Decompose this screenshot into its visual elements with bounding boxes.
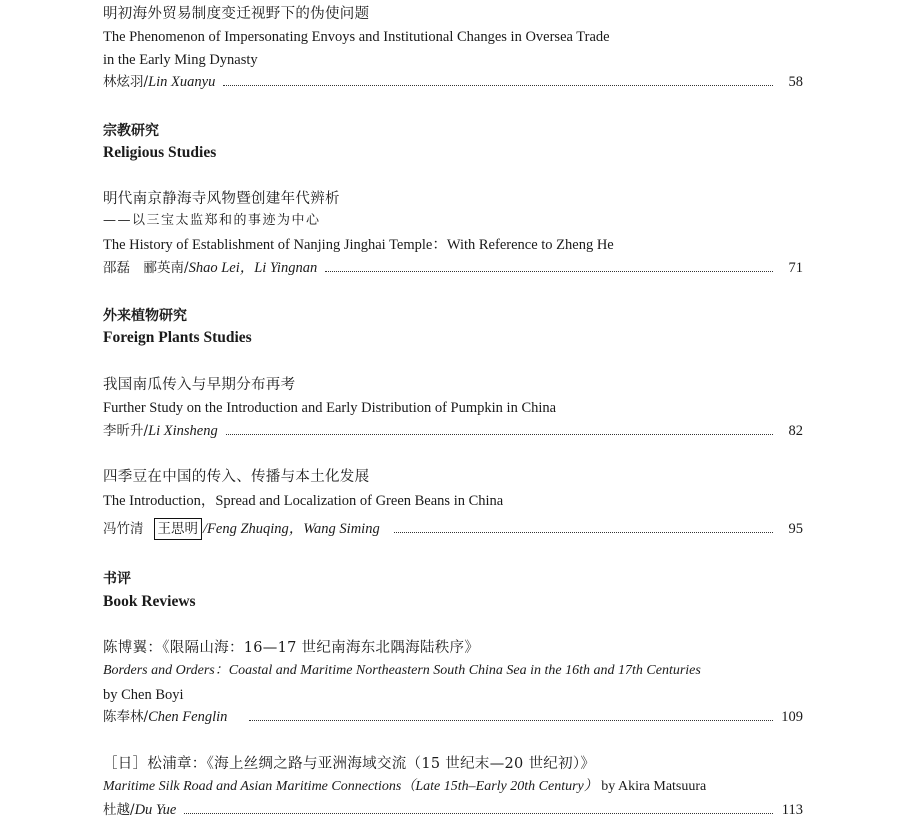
page-number: 109 bbox=[781, 709, 803, 725]
author-row bbox=[103, 800, 803, 820]
dot-leader bbox=[249, 720, 773, 721]
entry-title-en: The History of Establishment of Nanjing Jinghai Temple：With Reference to Zheng He bbox=[103, 237, 614, 253]
author-cn: 杜越/ bbox=[103, 802, 135, 818]
author-row bbox=[103, 518, 803, 540]
page-number: 71 bbox=[788, 260, 803, 276]
entry-title-en-cont: in the Early Ming Dynasty bbox=[103, 52, 258, 68]
page-number: 82 bbox=[788, 423, 803, 439]
section-heading-en: Foreign Plants Studies bbox=[103, 329, 252, 346]
author-cn: 冯竹清 bbox=[103, 521, 144, 537]
dot-leader bbox=[184, 813, 773, 814]
page-number: 58 bbox=[788, 74, 803, 90]
author-cn: 林炫羽/ bbox=[103, 74, 149, 90]
entry-title-en-italic: Maritime Silk Road and Asian Maritime Connections（Late 15th–Early 20th Century） bbox=[103, 779, 598, 794]
section-heading-cn: 外来植物研究 bbox=[103, 308, 187, 324]
entry-title-cn: 陈博翼：《限隔山海：16—17 世纪南海东北隅海陆秩序》 bbox=[103, 640, 480, 656]
author-en: Li Xinsheng bbox=[148, 423, 218, 439]
entry-title-en-byline: by Akira Matsuura bbox=[597, 779, 707, 794]
author-en: Chen Fenglin bbox=[148, 709, 228, 725]
author-cn: 李昕升/ bbox=[103, 423, 149, 439]
entry-title-cn: 四季豆在中国的传入、传播与本土化发展 bbox=[103, 469, 370, 485]
author-cn-boxed: 王思明 bbox=[154, 518, 203, 540]
author-row bbox=[103, 421, 803, 441]
author-en: Shao Lei，Li Yingnan bbox=[188, 260, 318, 276]
entry-title-en: The Phenomenon of Impersonating Envoys and Institutional Changes in Oversea Trade bbox=[103, 29, 610, 45]
entry-title-cn: 明初海外贸易制度变迁视野下的伪使问题 bbox=[103, 6, 370, 22]
section-heading-en: Religious Studies bbox=[103, 144, 217, 161]
dot-leader bbox=[394, 532, 773, 533]
author-row bbox=[103, 707, 803, 727]
author-cn: 邵磊 郦英南/ bbox=[103, 260, 189, 276]
author-row bbox=[103, 258, 803, 278]
entry-title-en: Further Study on the Introduction and Early Distribution of Pumpkin in China bbox=[103, 400, 557, 416]
author-row bbox=[103, 72, 803, 92]
entry-title-en: The Introduction，Spread and Localization of Green Beans in China bbox=[103, 493, 504, 509]
section-heading-cn: 书评 bbox=[103, 571, 131, 587]
author-en: Lin Xuanyu bbox=[148, 74, 216, 90]
page-number: 113 bbox=[781, 802, 803, 818]
dot-leader bbox=[325, 271, 773, 272]
entry-title-cn: 我国南瓜传入与早期分布再考 bbox=[103, 377, 296, 393]
dot-leader bbox=[223, 85, 773, 86]
entry-title-cn: 明代南京静海寺风物暨创建年代辨析 bbox=[103, 191, 340, 207]
entry-title-en bbox=[103, 777, 706, 797]
dot-leader bbox=[226, 434, 773, 435]
section-heading-cn: 宗教研究 bbox=[103, 123, 159, 139]
author-en: Du Yue bbox=[134, 802, 177, 818]
entry-title-cn: ［日］松浦章：《海上丝绸之路与亚洲海域交流（15 世纪末—20 世纪初）》 bbox=[103, 756, 596, 772]
entry-title-en: Borders and Orders：Coastal and Maritime Northeastern South China Sea in the 16th and 17th Centuries bbox=[103, 663, 701, 678]
page-number: 95 bbox=[788, 521, 803, 537]
section-heading-en: Book Reviews bbox=[103, 593, 196, 610]
entry-subtitle-cn: ——以三宝太监郑和的事迹为中心 bbox=[103, 213, 321, 228]
author-en: /Feng Zhuqing，Wang Siming bbox=[203, 521, 380, 537]
author-cn: 陈奉林/ bbox=[103, 709, 149, 725]
entry-title-en-cont: by Chen Boyi bbox=[103, 687, 184, 703]
